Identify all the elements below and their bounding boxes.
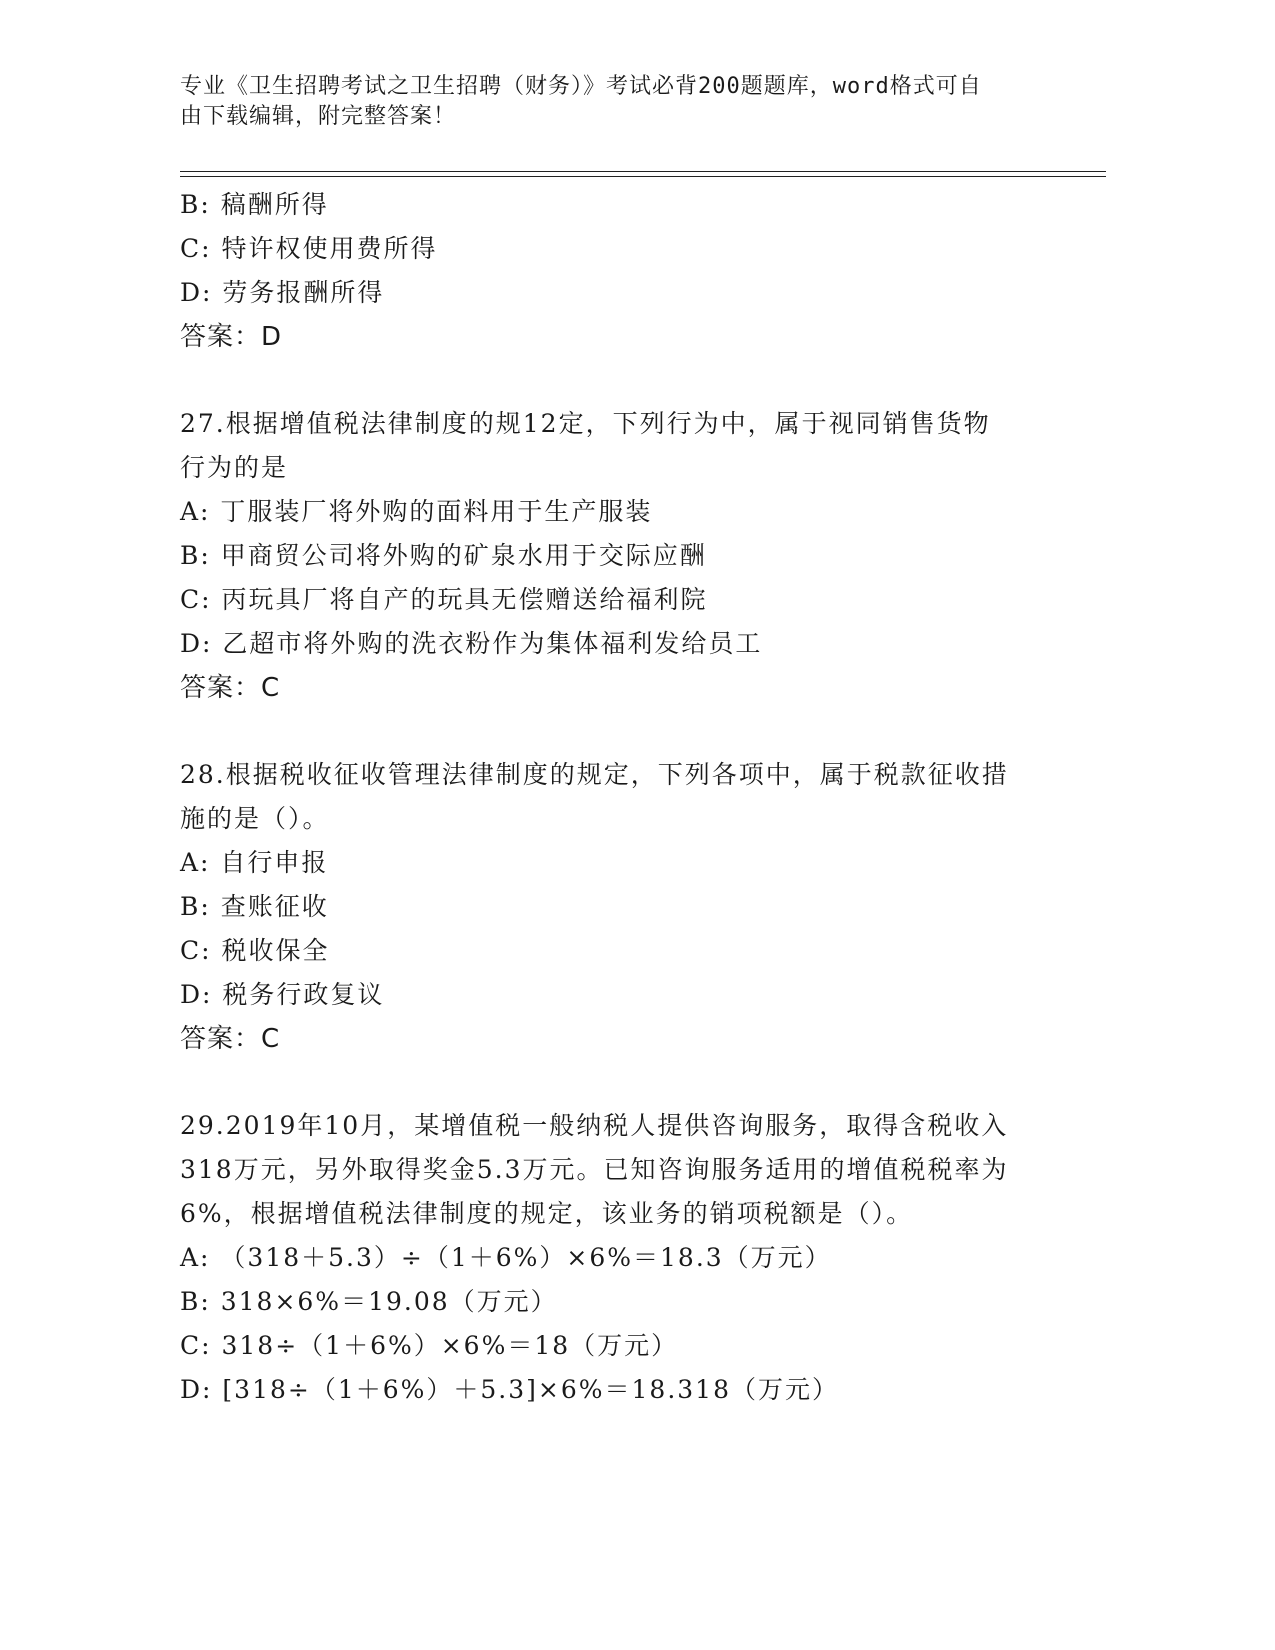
question-stem-line: 27.根据增值税法律制度的规12定，下列行为中，属于视同销售货物 — [180, 409, 991, 438]
question-stem-line: 行为的是 — [180, 453, 289, 482]
question-spacer — [180, 359, 1080, 402]
question-27 — [180, 402, 1080, 710]
answer-label: 答案：C — [180, 1024, 281, 1054]
option-b: B: 查账征收 — [180, 892, 329, 921]
option-c: C: 318÷（1＋6%）×6%＝18（万元） — [180, 1331, 679, 1360]
question-spacer — [180, 1061, 1080, 1104]
question-26-tail — [180, 183, 1080, 359]
option-d: D: 劳务报酬所得 — [180, 278, 385, 307]
header-line-1: 专业《卫生招聘考试之卫生招聘（财务）》考试必背200题题库，word格式可自 — [180, 74, 982, 99]
option-d: D: 乙超市将外购的洗衣粉作为集体福利发给员工 — [180, 629, 763, 658]
question-stem-line: 29.2019年10月，某增值税一般纳税人提供咨询服务，取得含税收入 — [180, 1111, 1009, 1140]
option-c: C: 特许权使用费所得 — [180, 234, 438, 263]
option-b: B: 318×6%＝19.08（万元） — [180, 1287, 558, 1316]
option-a: A: （318＋5.3）÷（1＋6%）×6%＝18.3（万元） — [180, 1243, 832, 1272]
option-c: C: 丙玩具厂将自产的玩具无偿赠送给福利院 — [180, 585, 708, 614]
header-line-2: 由下载编辑，附完整答案！ — [180, 104, 457, 129]
option-d: D: [318÷（1＋6%）＋5.3]×6%＝18.318（万元） — [180, 1375, 839, 1404]
option-c: C: 税收保全 — [180, 936, 330, 965]
option-b: B: 稿酬所得 — [180, 190, 329, 219]
question-stem-line: 施的是（）。 — [180, 804, 330, 833]
question-stem-line: 6%，根据增值税法律制度的规定，该业务的销项税额是（）。 — [180, 1199, 914, 1228]
header-divider-bottom — [180, 176, 1106, 177]
answer-label: 答案：D — [180, 322, 283, 352]
question-stem-line: 318万元，另外取得奖金5.3万元。已知咨询服务适用的增值税税率为 — [180, 1155, 1009, 1184]
question-28 — [180, 753, 1080, 1061]
option-a: A: 丁服装厂将外购的面料用于生产服装 — [180, 497, 653, 526]
header-divider-top — [180, 171, 1106, 172]
question-spacer — [180, 710, 1080, 753]
option-a: A: 自行申报 — [180, 848, 329, 877]
question-29 — [180, 1104, 1080, 1412]
question-stem-line: 28.根据税收征收管理法律制度的规定，下列各项中，属于税款征收措 — [180, 760, 1009, 789]
answer-label: 答案：C — [180, 673, 281, 703]
option-d: D: 税务行政复议 — [180, 980, 385, 1009]
document-header — [180, 72, 1050, 132]
question-list — [180, 183, 1080, 1412]
option-b: B: 甲商贸公司将外购的矿泉水用于交际应酬 — [180, 541, 707, 570]
